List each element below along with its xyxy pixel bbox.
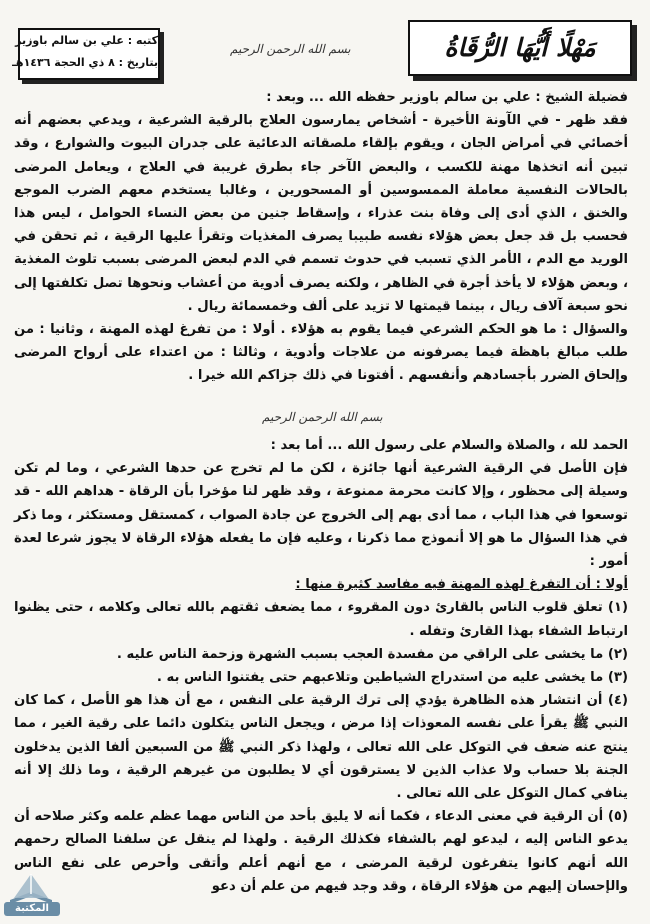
answer-section (14, 434, 628, 898)
article-title: مَهْلًا أَيُّهَا الرُّقَاةُ (444, 33, 596, 62)
answer-item-5: (٥) أن الرقية في معنى الدعاء ، فكما أنه لا يليق بأحد من الناس مهما عظم علمه وكثر صلاحه أن يدعو الناس إليه ، ليدعو لهم بالشفاء فكذلك الرقية . ولهذا لم ينقل عن سلفنا الصالح رحمهم الله أنهم كانوا يتفرغون لرقية المرضى ، مع أنهم أعلم وأتقى وأحرص على نفع الناس والإحسان إليهم من هؤلاء الرقاة ، وقد وجد فيهم من علم أن دعو (14, 809, 628, 894)
answer-item-3: (٣) ما يخشى عليه من استدراج الشياطين وتلاعبهم حتى يفتنوا الناس به . (156, 670, 628, 686)
question-ask: والسؤال : ما هو الحكم الشرعي فيما يقوم به هؤلاء . أولا : من تفرغ لهذه المهنة ، وثانيا : من طلب مبالغ باهظة فيما يصرفونه من علاجات وأدوية ، وثالثا : من اعتداء على أرواح المرضى وإلحاق الضرر بأجسادهم وأنفسهم . أفتونا في ذلك جزاكم الله خيرا . (14, 322, 628, 384)
logo-text: المكتبة (4, 902, 60, 916)
question-section (14, 86, 628, 388)
question-salutation: فضيلة الشيخ : علي بن سالم باوزير حفظه الله ... وبعد : (266, 90, 628, 105)
question-body: فقد ظهر - في الآونة الأخيرة - أشخاص يمارسون العلاج بالرقية الشرعية ، ويدعي بعضهم أنه أخصائي في أمراض الجان ، ويقوم بإلقاء ملصقاته الدعائية على جدران البيوت والشوارع ، وقد تبين أنه اتخذها مهنة للكسب ، والبعض الآخر جاء بطرق غريبة في العلاج ، ويعامل المرضى بالحالات النفسية معاملة الممسوسين أو المسحورين ، وغالبا يستخدم معهم الضرب الموجع والخنق ، الذي أدى إلى وفاة بنت عذراء ، وإسقاط جنين من بعض النساء الحوامل ، ليس هذا فحسب بل قد جعل بعض هؤلاء نفسه طبيبا يصرف المغذيات وتقرأ عليها الرقية ، ثم تحقن في الوريد مع الدم ، الأمر الذي تسبب في حدوث تسمم في الدم لبعض المرضى بسبب تلوث المغذية ، وبعض هؤلاء لا يأخذ أجرة في الظاهر ، ولكنه يصرف أدوية من أعشاب ونحوها تصل تكلفتها إلى نحو سبعة آلاف ريال ، بينما قيمتها لا تزيد على ألف وخمسمائة ريال . (14, 113, 628, 314)
author-line: كتبه : علي بن سالم باوزير (15, 34, 158, 47)
basmala-answer: بسم الله الرحمن الرحيم (262, 410, 383, 424)
answer-item-4: (٤) أن انتشار هذه الظاهرة يؤدي إلى ترك الرقية على النفس ، مع أن هذا هو الأصل ، كما كان النبي ﷺ يقرأ على نفسه المعوذات إذا مرض ، ويجعل الناس يتكلون دائما على رقية الغير ، مما ينتج عنه ضعف في التوكل على الله تعالى ، ولهذا ذكر النبي ﷺ من السبعين ألفا الذين يدخلون الجنة بلا حساب ولا عذاب الذين لا يسترقون أي لا يطلبون من غيرهم الرقية ، وما ذلك إلا أنه ينافي كمال التوكل على الله تعالى . (14, 693, 628, 802)
author-box (12, 28, 160, 80)
date-line: بتاريخ : ٨ ذي الحجة ١٤٣٦هـ (12, 56, 158, 69)
answer-item-2: (٢) ما يخشى على الراقي من مفسدة العجب بسبب الشهرة وزحمة الناس عليه . (116, 646, 628, 662)
library-logo (2, 862, 60, 920)
answer-heading: أولا : أن التفرغ لهذه المهنة فيه مفاسد كثيرة منها : (295, 577, 628, 593)
title-box (408, 20, 632, 76)
answer-intro: فإن الأصل في الرقية الشرعية أنها جائزة ، لكن ما لم تخرج عن حدها الشرعي ، وما لم تكن وسيلة إلى محظور ، وإلا كانت محرمة ممنوعة ، وقد ظهر لنا مؤخرا بأن الرقاة - هداهم الله - قد توسعوا في هذا الباب ، مما أدى بهم إلى الخروج عن جادة الصواب ، كمستقل ومستكثر ، وما ذكر في هذا السؤال ما هو إلا أنموذج مما ذكرنا ، وعليه فإن ما يفعله هؤلاء الرقاة لا يجوز شرعا لعدة أمور : (14, 461, 628, 570)
basmala-top: بسم الله الرحمن الرحيم (230, 42, 351, 56)
answer-item-1: (١) تعلق قلوب الناس بالقارئ دون المقروء ، مما يضعف ثقتهم بالله تعالى وكلامه ، حتى يظنوا ارتباط الشفاء بهذا القارئ وتفله . (14, 600, 628, 639)
answer-opening: الحمد لله ، والصلاة والسلام على رسول الله ... أما بعد : (270, 438, 628, 453)
